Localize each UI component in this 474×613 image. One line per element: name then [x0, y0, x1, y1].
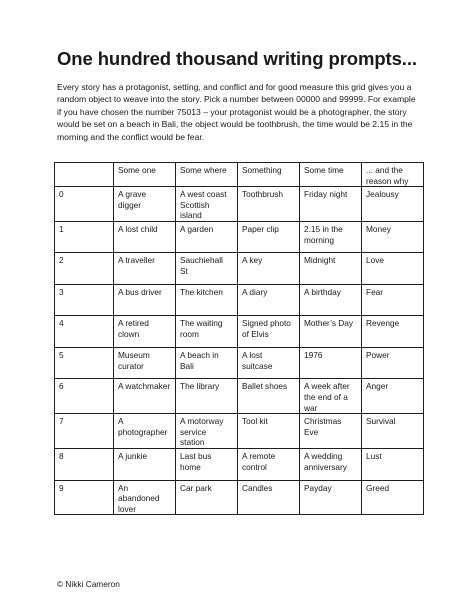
header-something: Something — [238, 163, 300, 187]
cell-some-time: Payday — [300, 480, 362, 515]
table-row — [55, 347, 424, 379]
cell-reason-why: Fear — [362, 284, 424, 316]
cell-something: Paper clip — [238, 221, 300, 253]
table-row — [55, 284, 424, 316]
row-number: 4 — [55, 316, 114, 348]
row-number: 6 — [55, 379, 114, 414]
table-row — [55, 253, 424, 285]
header-some-where: Some where — [176, 163, 238, 187]
cell-some-one: A traveller — [114, 253, 176, 285]
header-some-time: Some time — [300, 163, 362, 187]
cell-some-one: A grave digger — [114, 187, 176, 222]
row-number: 0 — [55, 187, 114, 222]
cell-reason-why: Survival — [362, 414, 424, 449]
cell-some-one: An abandoned lover — [114, 480, 176, 515]
row-number: 9 — [55, 480, 114, 515]
row-number: 5 — [55, 347, 114, 379]
header-reason-why: ... and the reason why — [362, 163, 424, 187]
table-header-row — [55, 163, 424, 187]
cell-some-where: A garden — [176, 221, 238, 253]
cell-some-where: The kitchen — [176, 284, 238, 316]
row-number: 1 — [55, 221, 114, 253]
table-row — [55, 221, 424, 253]
cell-reason-why: Greed — [362, 480, 424, 515]
cell-some-where: Last bus home — [176, 449, 238, 481]
cell-reason-why: Lust — [362, 449, 424, 481]
row-number: 7 — [55, 414, 114, 449]
cell-something: A diary — [238, 284, 300, 316]
cell-reason-why: Money — [362, 221, 424, 253]
cell-some-one: A retired clown — [114, 316, 176, 348]
table-row — [55, 379, 424, 414]
header-number — [55, 163, 114, 187]
cell-some-where: Sauchiehall St — [176, 253, 238, 285]
row-number: 8 — [55, 449, 114, 481]
cell-some-one: A bus driver — [114, 284, 176, 316]
cell-some-where: The waiting room — [176, 316, 238, 348]
cell-something: Toothbrush — [238, 187, 300, 222]
row-number: 2 — [55, 253, 114, 285]
cell-something: Tool kit — [238, 414, 300, 449]
cell-some-where: The library — [176, 379, 238, 414]
cell-reason-why: Power — [362, 347, 424, 379]
cell-some-time: 1976 — [300, 347, 362, 379]
cell-some-time: Mother’s Day — [300, 316, 362, 348]
row-number: 3 — [55, 284, 114, 316]
cell-some-time: Midnight — [300, 253, 362, 285]
cell-something: A remote control — [238, 449, 300, 481]
cell-some-where: Car park — [176, 480, 238, 515]
cell-some-where: A motorway service station — [176, 414, 238, 449]
cell-some-one: A lost child — [114, 221, 176, 253]
table-row — [55, 316, 424, 348]
prompts-table — [54, 162, 424, 515]
cell-something: Candles — [238, 480, 300, 515]
cell-reason-why: Love — [362, 253, 424, 285]
cell-reason-why: Anger — [362, 379, 424, 414]
header-some-one: Some one — [114, 163, 176, 187]
cell-some-where: A west coast Scottish island — [176, 187, 238, 222]
table-row — [55, 187, 424, 222]
cell-some-time: Christmas Eve — [300, 414, 362, 449]
table-row — [55, 414, 424, 449]
cell-something: Signed photo of Elvis — [238, 316, 300, 348]
intro-paragraph: Every story has a protagonist, setting, and conflict and for good measure this grid gives you a random object to weave into the story. Pick a number between 00000 and 99999. For example if you have chosen the number 75013 – your protagonist would be a photographer, the story would be set on a beach in Bali, the object would be toothbrush, the time would be 2.15 in the morning and the conflict would be fear. — [57, 82, 416, 142]
copyright-footer: © Nikki Cameron — [57, 579, 120, 589]
cell-some-one: A photographer — [114, 414, 176, 449]
cell-some-time: 2.15 in the morning — [300, 221, 362, 253]
table-row — [55, 480, 424, 515]
cell-reason-why: Jealousy — [362, 187, 424, 222]
cell-something: Ballet shoes — [238, 379, 300, 414]
cell-reason-why: Revenge — [362, 316, 424, 348]
cell-some-time: A week after the end of a war — [300, 379, 362, 414]
cell-something: A key — [238, 253, 300, 285]
cell-some-one: A watchmaker — [114, 379, 176, 414]
page-title: One hundred thousand writing prompts... — [57, 48, 417, 69]
cell-something: A lost suitcase — [238, 347, 300, 379]
cell-some-time: Friday night — [300, 187, 362, 222]
cell-some-one: Museum curator — [114, 347, 176, 379]
cell-some-where: A beach in Bali — [176, 347, 238, 379]
table-row — [55, 449, 424, 481]
cell-some-one: A junkie — [114, 449, 176, 481]
cell-some-time: A wedding anniversary — [300, 449, 362, 481]
cell-some-time: A birthday — [300, 284, 362, 316]
